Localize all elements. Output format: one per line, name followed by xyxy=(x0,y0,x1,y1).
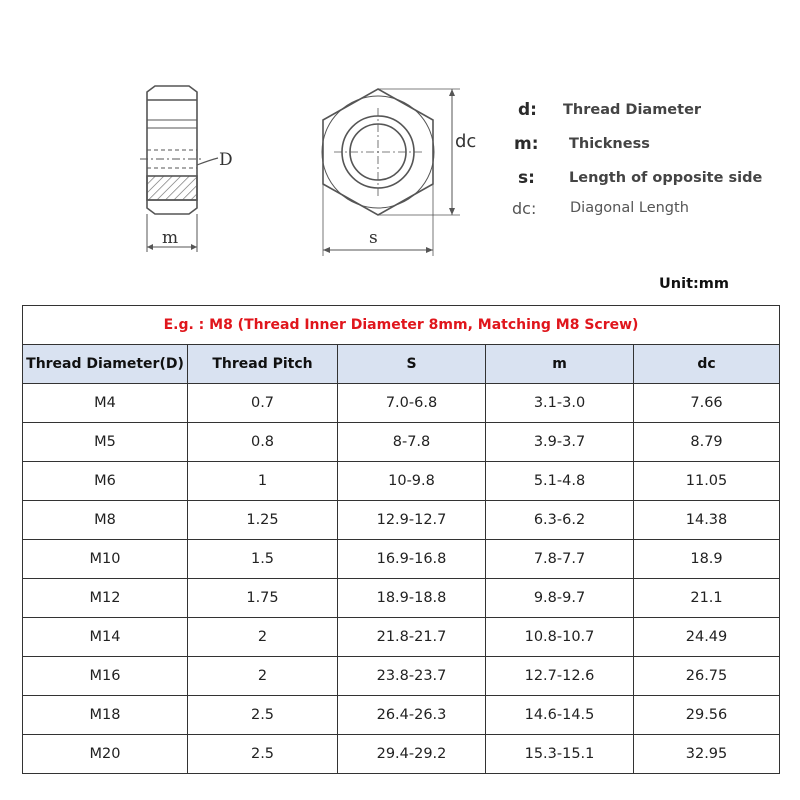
table-cell: 5.1-4.8 xyxy=(486,462,634,501)
legend-key: s: xyxy=(518,168,535,188)
column-header: dc xyxy=(634,345,780,384)
table-cell: M12 xyxy=(23,579,188,618)
table-row xyxy=(23,423,780,462)
table-title: E.g. : M8 (Thread Inner Diameter 8mm, Matching M8 Screw) xyxy=(23,306,780,345)
table-row xyxy=(23,696,780,735)
table-cell: 3.9-3.7 xyxy=(486,423,634,462)
table-body xyxy=(23,384,780,774)
table-cell: 11.05 xyxy=(634,462,780,501)
table-row xyxy=(23,735,780,774)
column-header: Thread Pitch xyxy=(188,345,338,384)
column-header: Thread Diameter(D) xyxy=(23,345,188,384)
table-cell: 6.3-6.2 xyxy=(486,501,634,540)
table-cell: 12.7-12.6 xyxy=(486,657,634,696)
table-row xyxy=(23,618,780,657)
table-title-row xyxy=(23,306,780,345)
table-cell: 10.8-10.7 xyxy=(486,618,634,657)
nut-front-view xyxy=(322,89,460,256)
legend-desc: Thickness xyxy=(569,136,650,152)
table-cell: 8-7.8 xyxy=(338,423,486,462)
table-row xyxy=(23,540,780,579)
hex-nut-diagram xyxy=(0,0,800,300)
nut-side-view xyxy=(140,86,218,252)
table-cell: 29.4-29.2 xyxy=(338,735,486,774)
table-cell: M14 xyxy=(23,618,188,657)
table-row xyxy=(23,462,780,501)
table-cell: 23.8-23.7 xyxy=(338,657,486,696)
table-cell: 14.6-14.5 xyxy=(486,696,634,735)
table-cell: 1.5 xyxy=(188,540,338,579)
table-cell: M8 xyxy=(23,501,188,540)
table-cell: 7.66 xyxy=(634,384,780,423)
table-row xyxy=(23,384,780,423)
table-row xyxy=(23,501,780,540)
table-cell: 21.1 xyxy=(634,579,780,618)
table-cell: 29.56 xyxy=(634,696,780,735)
table-cell: M16 xyxy=(23,657,188,696)
table-cell: 14.38 xyxy=(634,501,780,540)
column-header: S xyxy=(338,345,486,384)
legend-desc: Length of opposite side xyxy=(569,170,763,186)
legend-key: d: xyxy=(518,100,537,120)
table-cell: 10-9.8 xyxy=(338,462,486,501)
table-cell: M4 xyxy=(23,384,188,423)
table-cell: 1.75 xyxy=(188,579,338,618)
table-cell: 7.0-6.8 xyxy=(338,384,486,423)
column-header: m xyxy=(486,345,634,384)
table-cell: 2 xyxy=(188,618,338,657)
table-cell: 2.5 xyxy=(188,735,338,774)
unit-label: Unit:mm xyxy=(659,276,730,292)
nut-spec-table xyxy=(22,305,780,774)
table-cell: 21.8-21.7 xyxy=(338,618,486,657)
table-row xyxy=(23,579,780,618)
table-cell: M20 xyxy=(23,735,188,774)
table-cell: 1 xyxy=(188,462,338,501)
table-cell: 24.49 xyxy=(634,618,780,657)
legend-desc: Thread Diameter xyxy=(563,102,702,118)
table-cell: 26.4-26.3 xyxy=(338,696,486,735)
table-cell: 26.75 xyxy=(634,657,780,696)
legend-desc: Diagonal Length xyxy=(570,200,689,216)
table-cell: 0.8 xyxy=(188,423,338,462)
table-cell: 8.79 xyxy=(634,423,780,462)
table-cell: 15.3-15.1 xyxy=(486,735,634,774)
table-cell: 12.9-12.7 xyxy=(338,501,486,540)
table-cell: 32.95 xyxy=(634,735,780,774)
table-cell: 3.1-3.0 xyxy=(486,384,634,423)
table-cell: 18.9-18.8 xyxy=(338,579,486,618)
table-cell: 7.8-7.7 xyxy=(486,540,634,579)
label-s: s xyxy=(369,228,378,248)
table-header-row xyxy=(23,345,780,384)
table-cell: 1.25 xyxy=(188,501,338,540)
label-dc: dc xyxy=(455,131,477,152)
table-cell: 16.9-16.8 xyxy=(338,540,486,579)
label-m: m xyxy=(162,228,179,248)
table-cell: 0.7 xyxy=(188,384,338,423)
table-cell: M6 xyxy=(23,462,188,501)
table-cell: 2 xyxy=(188,657,338,696)
legend-key: dc: xyxy=(512,198,537,218)
table-cell: 18.9 xyxy=(634,540,780,579)
table-cell: M18 xyxy=(23,696,188,735)
table-cell: M10 xyxy=(23,540,188,579)
table-cell: 2.5 xyxy=(188,696,338,735)
table-cell: 9.8-9.7 xyxy=(486,579,634,618)
table-row xyxy=(23,657,780,696)
table-cell: M5 xyxy=(23,423,188,462)
legend-key: m: xyxy=(514,134,539,154)
label-D: D xyxy=(219,150,233,170)
